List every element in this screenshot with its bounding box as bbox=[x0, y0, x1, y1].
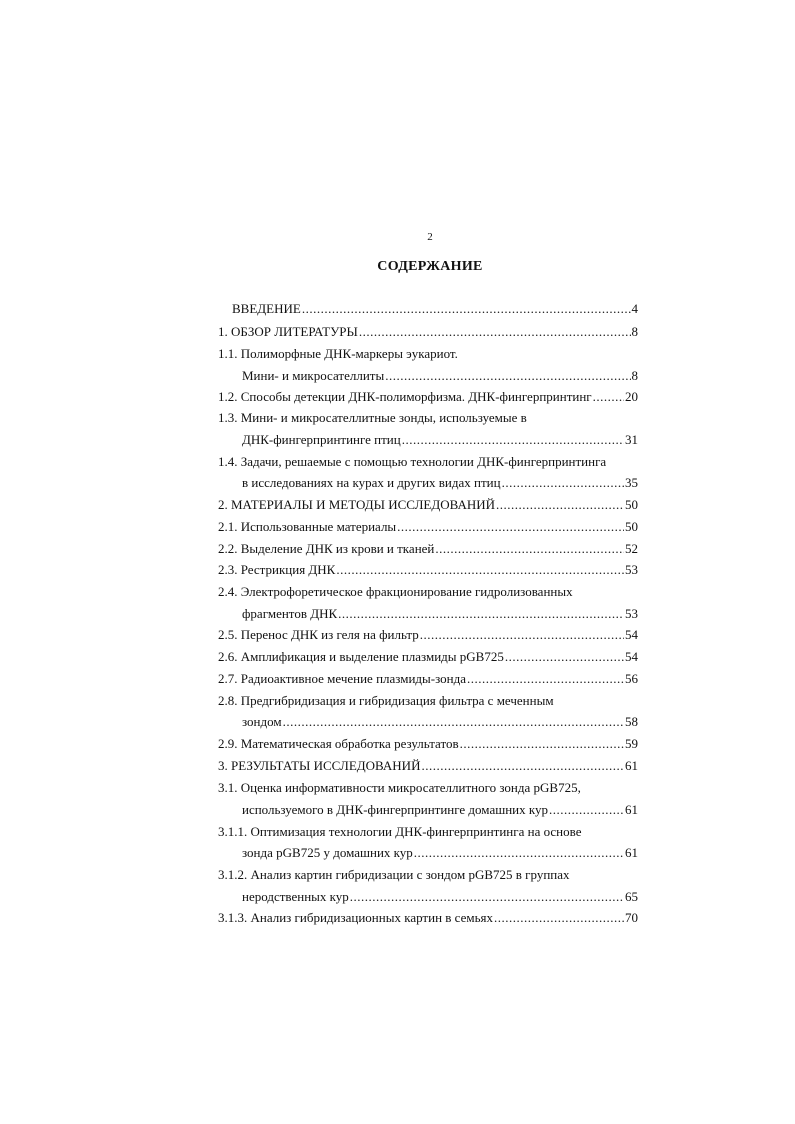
toc-entry-chapter-3[interactable] bbox=[218, 758, 638, 774]
toc-entry-title: зондом bbox=[242, 714, 282, 729]
toc-leader-dots bbox=[385, 368, 630, 384]
toc-leader-dots bbox=[593, 389, 624, 405]
toc-entry-title: 2.7. Радиоактивное мечение плазмиды-зонда bbox=[218, 671, 466, 686]
toc-leader-dots bbox=[549, 802, 624, 818]
toc-page-number: 31 bbox=[625, 432, 638, 447]
toc-page-number: 53 bbox=[625, 562, 638, 577]
toc-entry-title: зонда pGB725 у домашних кур bbox=[242, 845, 413, 860]
toc-leader-dots bbox=[302, 301, 631, 317]
toc-page-number: 54 bbox=[625, 649, 638, 664]
toc-page-number: 59 bbox=[625, 736, 638, 751]
toc-leader-dots bbox=[421, 758, 624, 774]
toc-entry-title: ДНК-фингерпринтинге птиц bbox=[242, 432, 401, 447]
toc-entry-2-3[interactable] bbox=[218, 562, 638, 578]
toc-entry-title: 3.1.3. Анализ гибридизационных картин в семьях bbox=[218, 910, 493, 925]
toc-entry-title: 1.2. Способы детекции ДНК-полиморфизма. ДНК-фингерпринтинг bbox=[218, 389, 592, 404]
toc-page-number: 50 bbox=[625, 497, 638, 512]
toc-entry-line1: 3.1. Оценка информативности микросателлитного зонда pGB725, bbox=[218, 780, 581, 795]
toc-page-number: 8 bbox=[631, 368, 638, 383]
toc-entry-title: 2.9. Математическая обработка результатов bbox=[218, 736, 459, 751]
toc-entry-3-1-2[interactable] bbox=[242, 889, 638, 905]
toc-leader-dots bbox=[420, 627, 624, 643]
toc-entry-3-1-1[interactable] bbox=[242, 845, 638, 861]
toc-entry-title: 2.1. Использованные материалы bbox=[218, 519, 397, 534]
toc-leader-dots bbox=[496, 497, 624, 513]
toc-leader-dots bbox=[494, 910, 624, 926]
toc-entry-title: 2. МАТЕРИАЛЫ И МЕТОДЫ ИССЛЕДОВАНИЙ bbox=[218, 497, 496, 512]
toc-leader-dots bbox=[467, 671, 624, 687]
toc-page-number: 58 bbox=[625, 714, 638, 729]
toc-entry-line1: 2.8. Предгибридизация и гибридизация фильтра с меченным bbox=[218, 693, 554, 708]
toc-entry-chapter-1[interactable] bbox=[218, 324, 638, 340]
toc-entry-line1: 3.1.2. Анализ картин гибридизации с зондом pGB725 в группах bbox=[218, 867, 570, 882]
toc-entry-line1: 1.3. Мини- и микросателлитные зонды, используемые в bbox=[218, 410, 527, 425]
toc-leader-dots bbox=[460, 736, 624, 752]
toc-leader-dots bbox=[505, 649, 624, 665]
toc-leader-dots bbox=[350, 889, 624, 905]
toc-entry-2-7[interactable] bbox=[218, 671, 638, 687]
toc-entry-title: 2.6. Амплификация и выделение плазмиды pGB725 bbox=[218, 649, 504, 664]
toc-entry-2-6[interactable] bbox=[218, 649, 638, 665]
toc-entry-1-4[interactable] bbox=[242, 475, 638, 491]
toc-leader-dots bbox=[435, 541, 624, 557]
toc-entry-1-2[interactable] bbox=[218, 389, 638, 405]
toc-leader-dots bbox=[338, 606, 624, 622]
toc-entry-2-5[interactable] bbox=[218, 627, 638, 643]
toc-entry-chapter-2[interactable] bbox=[218, 497, 638, 513]
toc-leader-dots bbox=[336, 562, 624, 578]
toc-page-number: 61 bbox=[625, 845, 638, 860]
page-number: 2 bbox=[427, 231, 433, 243]
toc-entry-title: 2.2. Выделение ДНК из крови и тканей bbox=[218, 541, 435, 556]
toc-entry-2-9[interactable] bbox=[218, 736, 638, 752]
toc-leader-dots bbox=[397, 519, 624, 535]
toc-page-number: 70 bbox=[625, 910, 638, 925]
toc-page-number: 61 bbox=[625, 758, 638, 773]
toc-entry-title: фрагментов ДНК bbox=[242, 606, 338, 621]
toc-entry-title: ВВЕДЕНИЕ bbox=[232, 301, 301, 316]
toc-page-number: 20 bbox=[625, 389, 638, 404]
toc-entry-line1: 3.1.1. Оптимизация технологии ДНК-фингерпринтинга на основе bbox=[218, 824, 582, 839]
toc-page-number: 52 bbox=[625, 541, 638, 556]
toc-leader-dots bbox=[502, 475, 624, 491]
toc-leader-dots bbox=[359, 324, 631, 340]
toc-leader-dots bbox=[414, 845, 624, 861]
toc-entry-line1: 1.4. Задачи, решаемые с помощью технологии ДНК-фингерпринтинга bbox=[218, 454, 607, 469]
toc-entry-introduction[interactable] bbox=[232, 301, 638, 317]
toc-entry-3-1-3[interactable] bbox=[218, 910, 638, 926]
toc-entry-title: Мини- и микросателлиты bbox=[242, 368, 385, 383]
toc-leader-dots bbox=[402, 432, 624, 448]
toc-entry-2-2[interactable] bbox=[218, 541, 638, 557]
toc-entry-2-1[interactable] bbox=[218, 519, 638, 535]
toc-page-number: 53 bbox=[625, 606, 638, 621]
toc-entry-line1: 1.1. Полиморфные ДНК-маркеры эукариот. bbox=[218, 346, 458, 361]
toc-entry-2-4[interactable] bbox=[242, 606, 638, 622]
toc-entry-1-1[interactable] bbox=[242, 368, 638, 384]
page-title: СОДЕРЖАНИЕ bbox=[377, 259, 483, 274]
toc-page-number: 4 bbox=[631, 301, 638, 316]
toc-entry-line1: 2.4. Электрофоретическое фракционирование гидролизованных bbox=[218, 584, 573, 599]
toc-page-number: 54 bbox=[625, 627, 638, 642]
toc-entry-title: 2.3. Рестрикция ДНК bbox=[218, 562, 336, 577]
toc-page-number: 8 bbox=[631, 324, 638, 339]
toc-entry-title: используемого в ДНК-фингерпринтинге домашних кур bbox=[242, 802, 549, 817]
toc-entry-2-8[interactable] bbox=[242, 714, 638, 730]
toc-entry-title: 2.5. Перенос ДНК из геля на фильтр bbox=[218, 627, 419, 642]
toc-entry-3-1[interactable] bbox=[242, 802, 638, 818]
toc-page-number: 65 bbox=[625, 889, 638, 904]
toc-page-number: 56 bbox=[625, 671, 638, 686]
toc-page-number: 61 bbox=[625, 802, 638, 817]
toc-page-number: 50 bbox=[625, 519, 638, 534]
toc-entry-1-3[interactable] bbox=[242, 432, 638, 448]
toc-entry-title: 1. ОБЗОР ЛИТЕРАТУРЫ bbox=[218, 324, 358, 339]
toc-entry-title: в исследованиях на курах и других видах птиц bbox=[242, 475, 501, 490]
toc-page-number: 35 bbox=[625, 475, 638, 490]
toc-entry-title: неродственных кур bbox=[242, 889, 349, 904]
toc-leader-dots bbox=[283, 714, 624, 730]
toc-entry-title: 3. РЕЗУЛЬТАТЫ ИССЛЕДОВАНИЙ bbox=[218, 758, 421, 773]
